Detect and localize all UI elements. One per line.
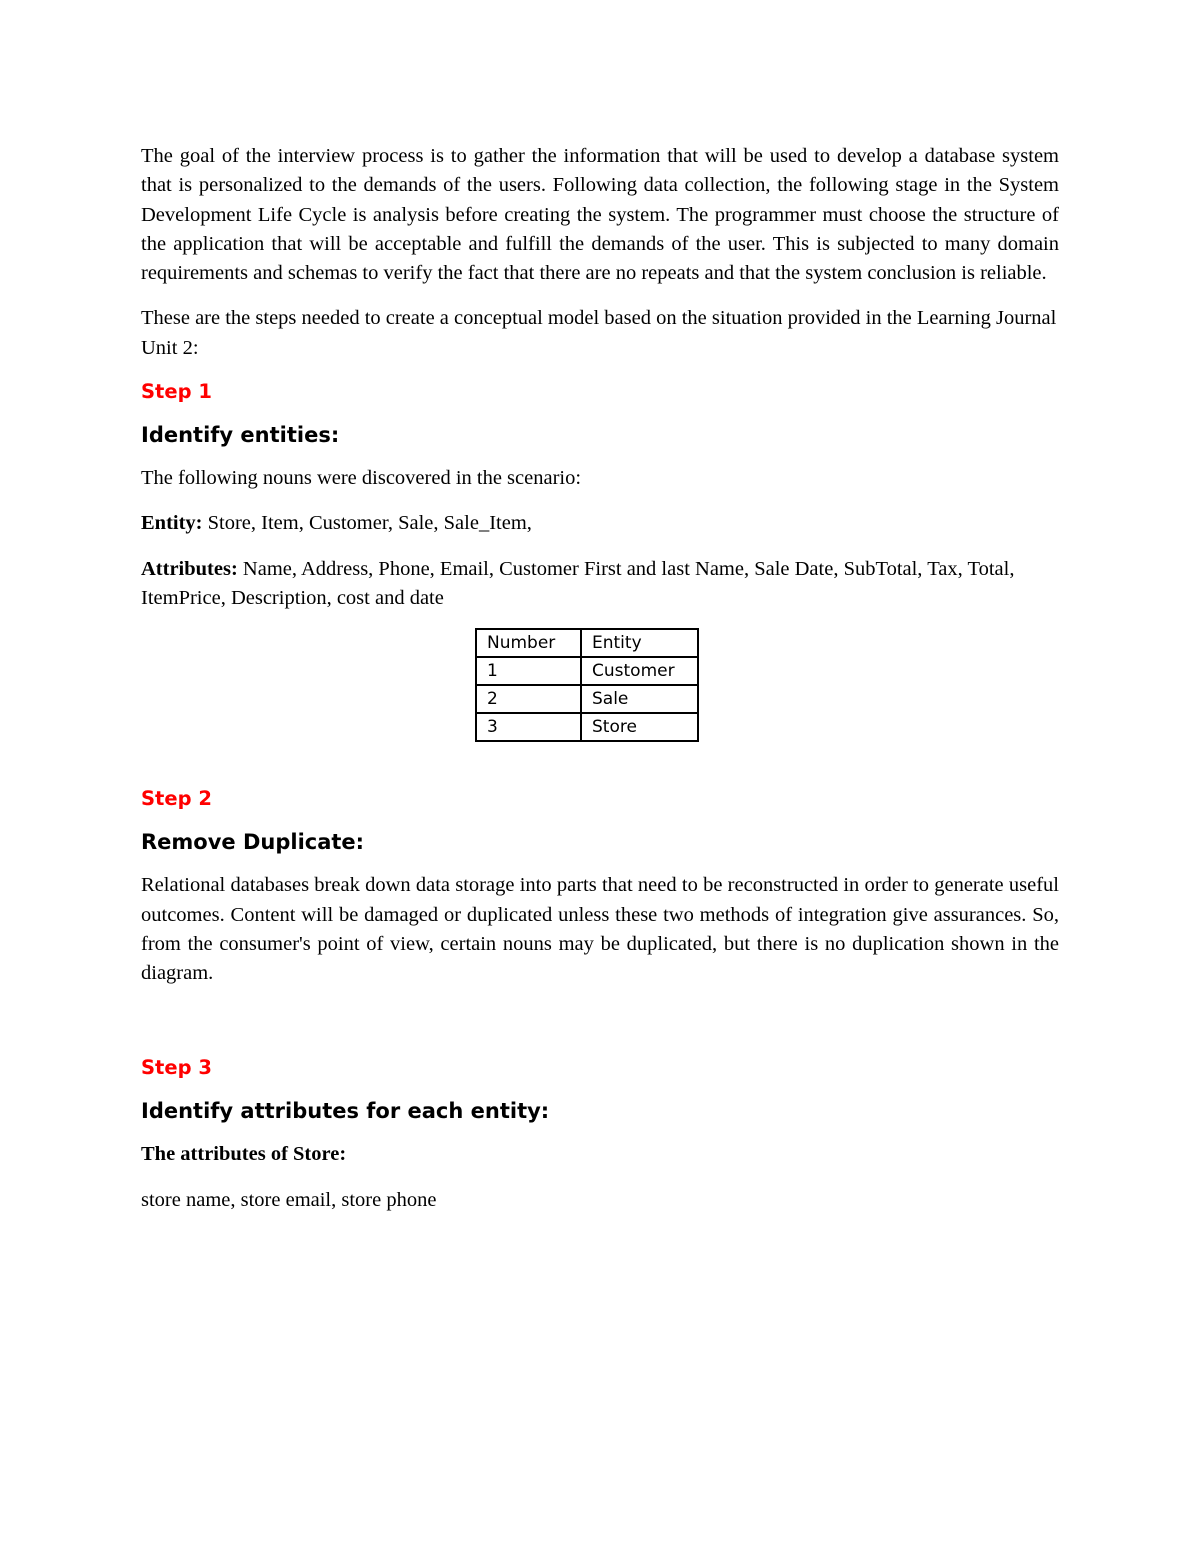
step-1-label: Step 1 (141, 380, 212, 404)
entity-value: Store, Item, Customer, Sale, Sale_Item, (202, 512, 532, 535)
step-2-heading: Remove Duplicate: (141, 830, 365, 855)
step-3-subheading: The attributes of Store: (141, 1143, 347, 1166)
table-row (476, 713, 698, 741)
entity-label: Entity: (141, 512, 203, 535)
table-cell: 2 (476, 685, 581, 713)
step-3-text: store name, store email, store phone (141, 1188, 437, 1211)
intro-paragraph: The goal of the interview process is to gather the information that will be used to develop a database system that is personalized to the demands of the users. Following data collection, the following stage in the System Development Life Cycle is analysis before creating the system. The programmer must choose the structure of the application that will be acceptable and fulfill the demands of the user. This is subjected to many domain requirements and schemas to verify the fact that there are no repeats and that the system conclusion is reliable. (141, 145, 1059, 285)
table-header-row (476, 629, 698, 657)
document-page (141, 140, 1059, 1215)
entity-table (475, 628, 699, 742)
step-2-text: Relational databases break down data storage into parts that need to be reconstructed in order to generate useful outcomes. Content will be damaged or duplicated unless these two methods of integration give assurances. So, from the consumer's point of view, certain nouns may be duplicated, but there is no duplication shown in the diagram. (141, 874, 1059, 985)
entity-line (141, 509, 1059, 538)
step-3-heading: Identify attributes for each entity: (141, 1099, 550, 1124)
attributes-line (141, 555, 1059, 614)
table-cell: Sale (581, 685, 698, 713)
intro-steps-paragraph: These are the steps needed to create a conceptual model based on the situation provided in the Learning Journal Unit 2: (141, 307, 1057, 359)
table-cell: 3 (476, 713, 581, 741)
attributes-label: Attributes: (141, 557, 238, 580)
table-row (476, 657, 698, 685)
table-header-cell: Entity (581, 629, 698, 657)
step-2-label: Step 2 (141, 787, 212, 811)
table-cell: Customer (581, 657, 698, 685)
table-cell: 1 (476, 657, 581, 685)
step-3-label: Step 3 (141, 1056, 212, 1080)
step-1-heading: Identify entities: (141, 423, 340, 448)
table-row (476, 685, 698, 713)
step-1-text: The following nouns were discovered in the scenario: (141, 467, 582, 490)
table-header-cell: Number (476, 629, 581, 657)
table-cell: Store (581, 713, 698, 741)
attributes-value: Name, Address, Phone, Email, Customer First and last Name, Sale Date, SubTotal, Tax, Total, ItemPrice, Description, cost and date (141, 557, 1015, 609)
